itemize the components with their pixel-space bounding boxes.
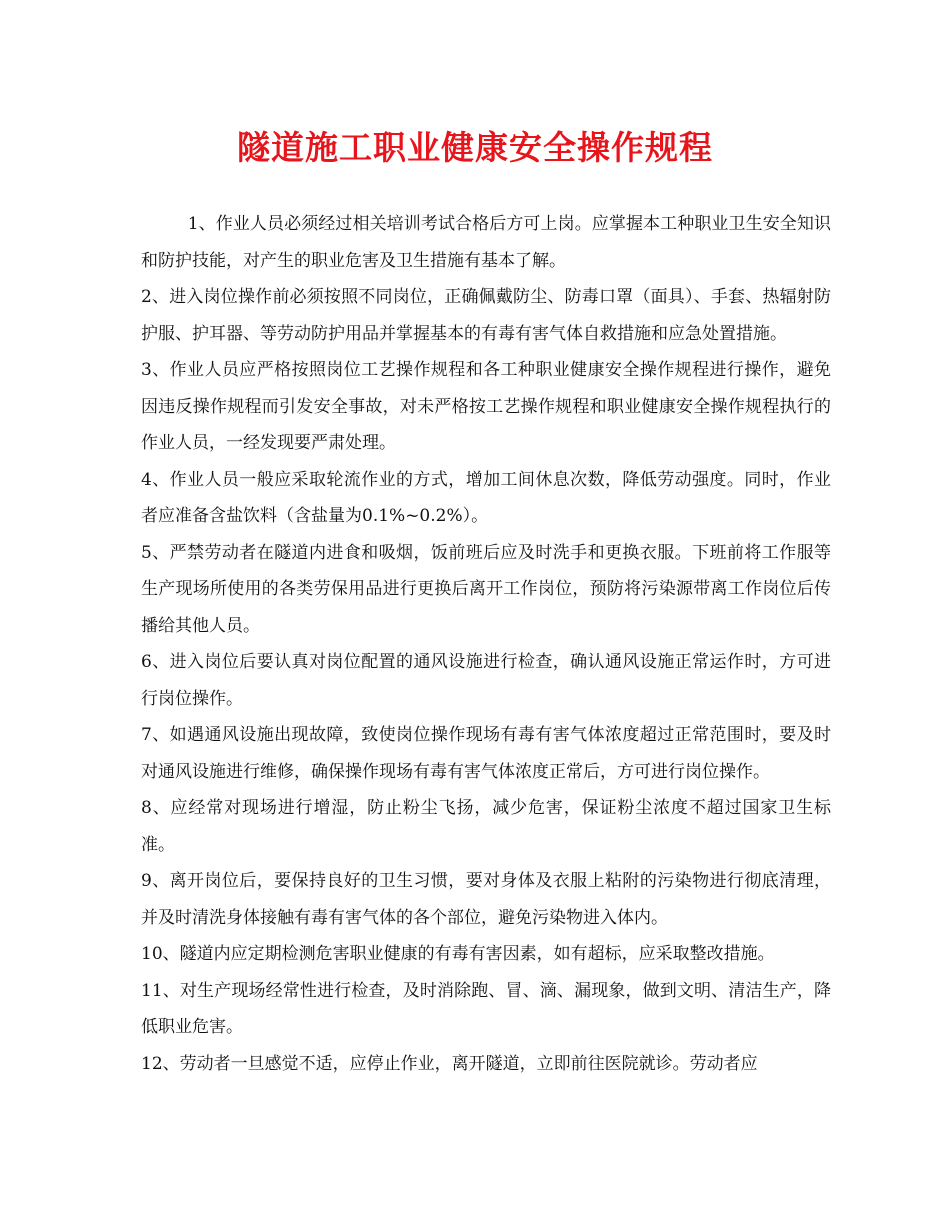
paragraph-5: 5、严禁劳动者在隧道内进食和吸烟，饭前班后应及时洗手和更换衣服。下班前将工作服等生产现场所使用的各类劳保用品进行更换后离开工作岗位，预防将污染源带离工作岗位后传播给其他人员。 (141, 542, 831, 636)
paragraph-8: 8、应经常对现场进行增湿，防止粉尘飞扬，减少危害，保证粉尘浓度不超过国家卫生标准。 (141, 798, 831, 855)
paragraph-6: 6、进入岗位后要认真对岗位配置的通风设施进行检查，确认通风设施正常运作时，方可进行岗位操作。 (141, 652, 831, 709)
paragraph-4: 4、作业人员一般应采取轮流作业的方式，增加工间休息次数，降低劳动强度。同时，作业者应准备含盐饮料（含盐量为0.1%~0.2%）。 (141, 469, 831, 526)
paragraph-1: 1、作业人员必须经过相关培训考试合格后方可上岗。应掌握本工种职业卫生安全知识和防护技能，对产生的职业危害及卫生措施有基本了解。 (141, 214, 831, 271)
paragraph-10: 10、隧道内应定期检测危害职业健康的有毒有害因素，如有超标，应采取整改措施。 (141, 944, 775, 964)
paragraph-3: 3、作业人员应严格按照岗位工艺操作规程和各工种职业健康安全操作规程进行操作，避免因违反操作规程而引发安全事故，对未严格按工艺操作规程和职业健康安全操作规程执行的作业人员，一经发现要严肃处理。 (141, 360, 831, 453)
document-body (141, 206, 831, 1082)
paragraph-11: 11、对生产现场经常性进行检查，及时消除跑、冒、滴、漏现象，做到文明、清洁生产，降低职业危害。 (141, 980, 831, 1037)
document-title: 隧道施工职业健康安全操作规程 (237, 128, 713, 167)
paragraph-2: 2、进入岗位操作前必须按照不同岗位，正确佩戴防尘、防毒口罩（面具）、手套、热辐射防护服、护耳器、等劳动防护用品并掌握基本的有毒有害气体自救措施和应急处置措施。 (141, 287, 831, 344)
paragraph-12: 12、劳动者一旦感觉不适，应停止作业，离开隧道，立即前往医院就诊。劳动者应 (141, 1053, 758, 1074)
paragraph-7: 7、如遇通风设施出现故障，致使岗位操作现场有毒有害气体浓度超过正常范围时，要及时对通风设施进行维修，确保操作现场有毒有害气体浓度正常后，方可进行岗位操作。 (141, 725, 831, 782)
paragraph-9: 9、离开岗位后，要保持良好的卫生习惯，要对身体及衣服上粘附的污染物进行彻底清理，并及时清洗身体接触有毒有害气体的各个部位，避免污染物进入体内。 (141, 871, 831, 928)
